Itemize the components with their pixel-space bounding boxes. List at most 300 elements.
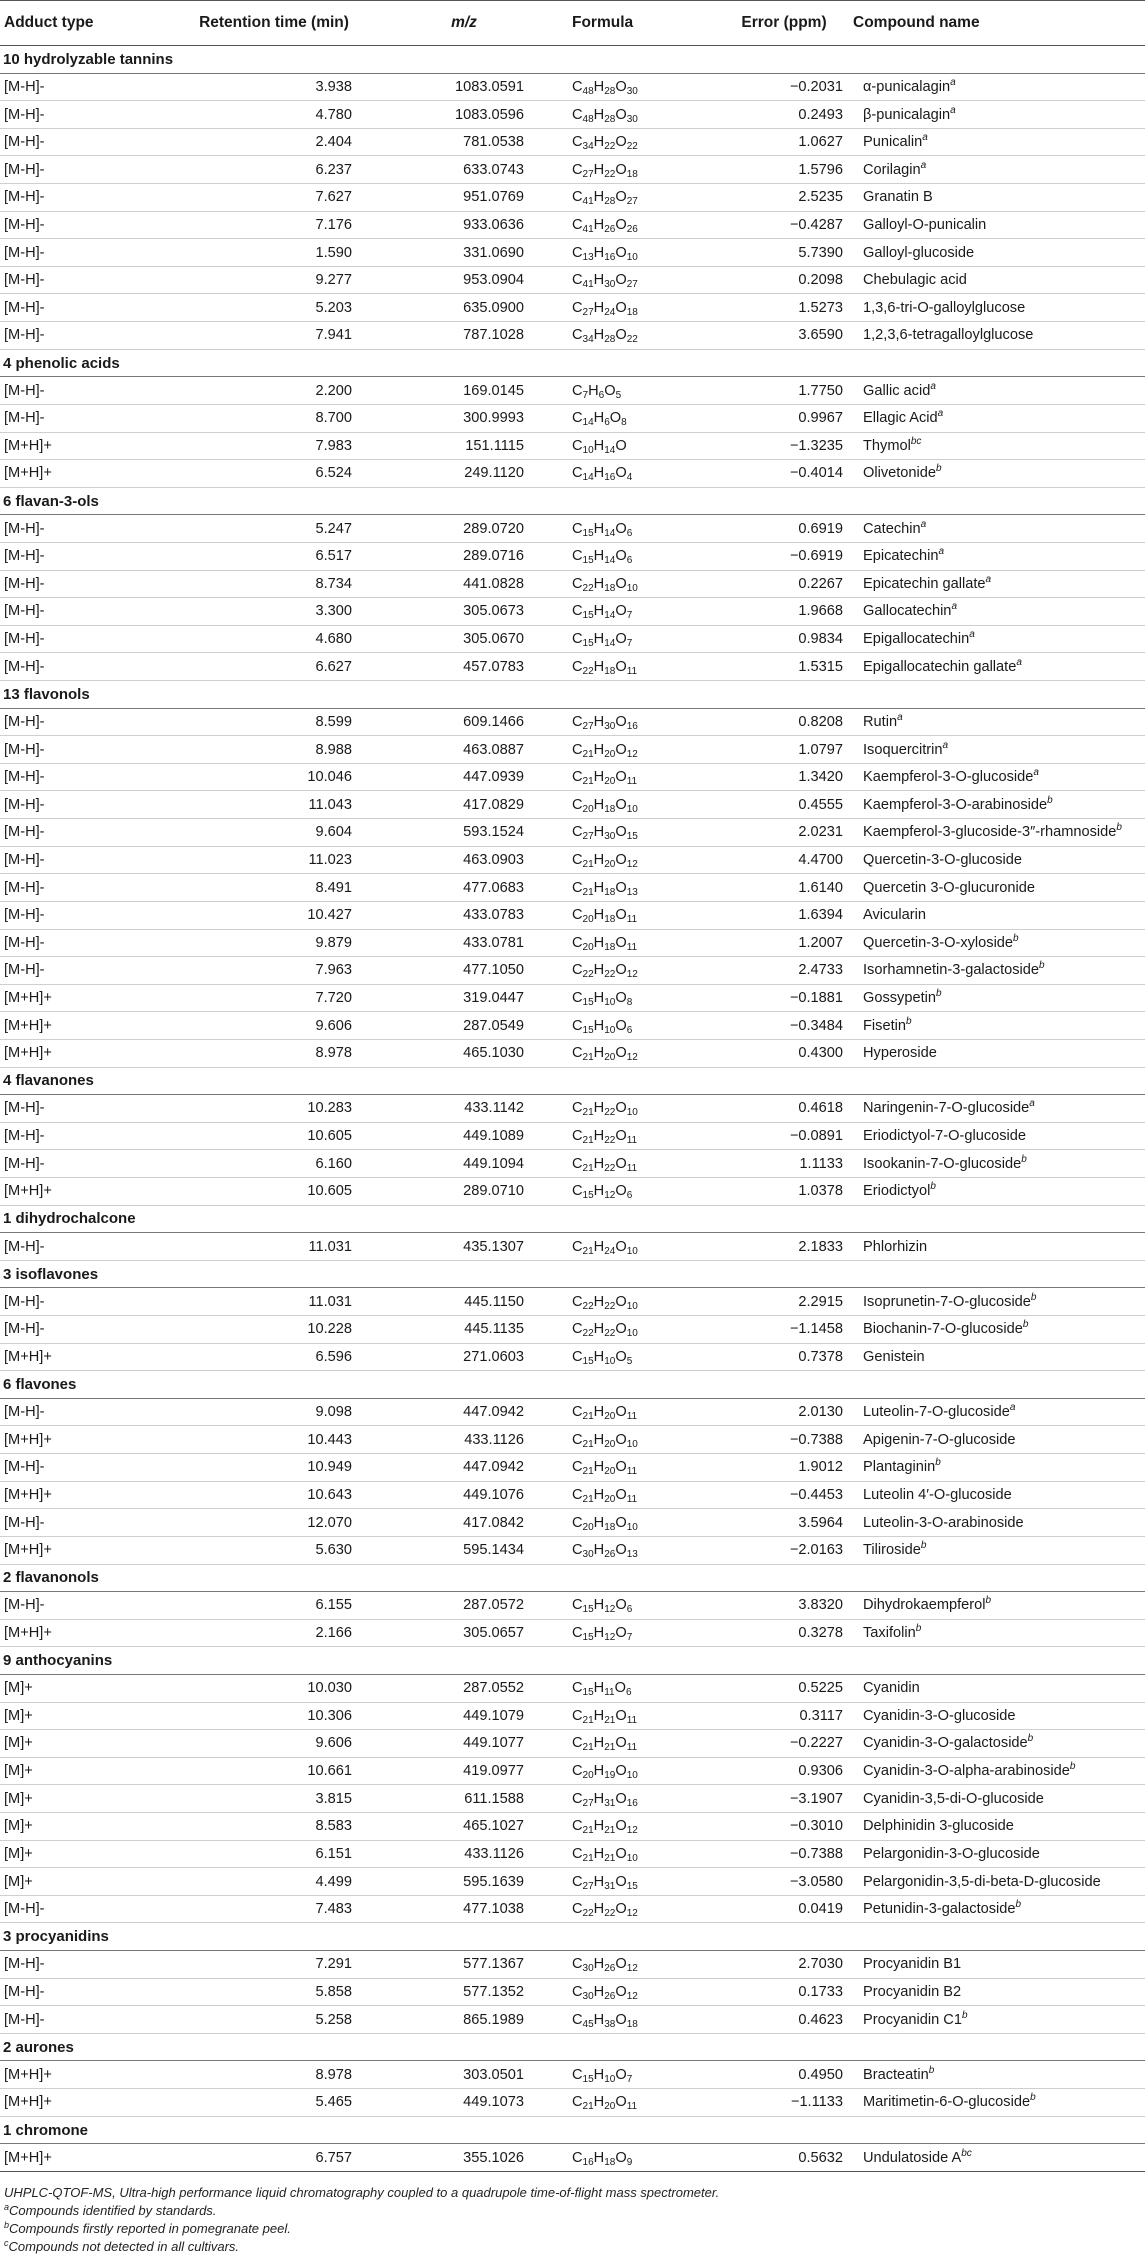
error-cell: 0.9967 xyxy=(719,404,849,432)
retention-time-cell: 10.306 xyxy=(174,1702,374,1730)
compound-name-cell xyxy=(849,1509,1145,1537)
error-cell: 0.5632 xyxy=(719,2144,849,2172)
mz-cell: 249.1120 xyxy=(374,460,554,488)
retention-time-cell: 3.300 xyxy=(174,598,374,626)
compound-name-cell xyxy=(849,1233,1145,1261)
table-row xyxy=(0,1813,1145,1841)
group-header-row xyxy=(0,349,1145,377)
mz-cell: 449.1076 xyxy=(374,1481,554,1509)
error-cell: −0.4453 xyxy=(719,1481,849,1509)
footnote-mark: a xyxy=(950,104,956,116)
formula-cell: $C_{14}H_6O_8$ xyxy=(554,404,719,432)
footnote-mark: a xyxy=(930,380,936,392)
adduct-cell: [M-H]- xyxy=(0,322,174,350)
adduct-cell: [M]+ xyxy=(0,1757,174,1785)
formula-cell: $C_{22}H_{22}O_{12}$ xyxy=(554,1895,719,1923)
table-row xyxy=(0,432,1145,460)
adduct-cell: [M-H]- xyxy=(0,570,174,598)
adduct-cell: [M+H]+ xyxy=(0,460,174,488)
footnote-mark: a xyxy=(969,629,975,641)
formula-cell: $C_{15}H_{11}O_6$ xyxy=(554,1674,719,1702)
table-row xyxy=(0,1233,1145,1261)
adduct-cell: [M-H]- xyxy=(0,542,174,570)
error-cell: 1.1133 xyxy=(719,1150,849,1178)
error-cell: 2.1833 xyxy=(719,1233,849,1261)
compound-name-text: Maritimetin-6-O-glucoside xyxy=(863,2094,1031,2111)
compound-name-cell xyxy=(849,1012,1145,1040)
formula-cell: $C_{21}H_{21}O_{10}$ xyxy=(554,1840,719,1868)
retention-time-cell: 5.858 xyxy=(174,1978,374,2006)
compound-name-text: Eriodictyol-7-O-glucoside xyxy=(863,1128,1027,1145)
compound-name-cell xyxy=(849,101,1145,129)
formula-cell: $C_{15}H_{10}O_6$ xyxy=(554,1012,719,1040)
compound-name-text: Cyanidin-3-O-alpha-arabinoside xyxy=(863,1763,1070,1780)
mz-cell: 441.0828 xyxy=(374,570,554,598)
footnote-mark: b xyxy=(1030,2092,1036,2104)
error-cell: 1.3420 xyxy=(719,763,849,791)
compound-name-cell xyxy=(849,2061,1145,2089)
adduct-cell: [M-H]- xyxy=(0,1951,174,1979)
formula-cell: $C_{27}H_{30}O_{16}$ xyxy=(554,708,719,736)
retention-time-cell: 2.404 xyxy=(174,128,374,156)
retention-time-cell: 6.237 xyxy=(174,156,374,184)
compound-name-text: Hyperoside xyxy=(863,1045,937,1062)
table-row xyxy=(0,515,1145,543)
error-cell: −2.0163 xyxy=(719,1536,849,1564)
compound-name-cell xyxy=(849,1868,1145,1896)
compound-name-text: Epicatechin xyxy=(863,548,939,565)
compound-name-cell xyxy=(849,984,1145,1012)
compound-name-cell xyxy=(849,791,1145,819)
mz-cell: 435.1307 xyxy=(374,1233,554,1261)
error-cell: 0.4623 xyxy=(719,2006,849,2034)
mz-cell: 595.1434 xyxy=(374,1536,554,1564)
adduct-cell: [M-H]- xyxy=(0,929,174,957)
formula-cell: $C_{34}H_{28}O_{22}$ xyxy=(554,322,719,350)
mz-cell: 465.1030 xyxy=(374,1039,554,1067)
formula-cell: $C_7H_6O_5$ xyxy=(554,377,719,405)
retention-time-cell: 5.247 xyxy=(174,515,374,543)
compound-name-cell xyxy=(849,1757,1145,1785)
formula-cell: $C_{21}H_{22}O_{10}$ xyxy=(554,1095,719,1123)
retention-time-cell: 10.283 xyxy=(174,1095,374,1123)
retention-time-cell: 9.604 xyxy=(174,819,374,847)
error-cell: 0.9306 xyxy=(719,1757,849,1785)
compound-name-cell xyxy=(849,570,1145,598)
adduct-cell: [M-H]- xyxy=(0,598,174,626)
retention-time-cell: 7.720 xyxy=(174,984,374,1012)
adduct-cell: [M]+ xyxy=(0,1730,174,1758)
retention-time-cell: 9.098 xyxy=(174,1398,374,1426)
error-cell: 0.5225 xyxy=(719,1674,849,1702)
mz-cell: 287.0552 xyxy=(374,1674,554,1702)
table-row xyxy=(0,1757,1145,1785)
table-row xyxy=(0,2061,1145,2089)
table-footnotes xyxy=(0,2172,1145,2256)
adduct-cell: [M+H]+ xyxy=(0,2089,174,2117)
error-cell: 0.3117 xyxy=(719,1702,849,1730)
compound-name-text: Phlorhizin xyxy=(863,1238,928,1255)
retention-time-cell: 10.046 xyxy=(174,763,374,791)
footnote-mark: b xyxy=(1015,1899,1022,1911)
table-row xyxy=(0,128,1145,156)
mz-cell: 287.0572 xyxy=(374,1592,554,1620)
group-title: 4 phenolic acids xyxy=(0,349,1145,377)
retention-time-cell: 6.596 xyxy=(174,1343,374,1371)
mz-cell: 319.0447 xyxy=(374,984,554,1012)
mz-cell: 781.0538 xyxy=(374,128,554,156)
retention-time-cell: 10.030 xyxy=(174,1674,374,1702)
mz-cell: 477.1050 xyxy=(374,957,554,985)
retention-time-cell: 3.938 xyxy=(174,73,374,101)
table-row xyxy=(0,1398,1145,1426)
error-cell: −1.1458 xyxy=(719,1316,849,1344)
table-body xyxy=(0,46,1145,2172)
group-title: 2 aurones xyxy=(0,2033,1145,2061)
mz-cell: 577.1367 xyxy=(374,1951,554,1979)
formula-cell: $C_{27}H_{30}O_{15}$ xyxy=(554,819,719,847)
formula-cell: $C_{27}H_{31}O_{15}$ xyxy=(554,1868,719,1896)
group-title: 1 dihydrochalcone xyxy=(0,1205,1145,1233)
retention-time-cell: 6.517 xyxy=(174,542,374,570)
footnote-mark: a xyxy=(1009,1402,1016,1414)
retention-time-cell: 11.031 xyxy=(174,1233,374,1261)
footnote-mark: a xyxy=(1029,1098,1035,1110)
retention-time-cell: 12.070 xyxy=(174,1509,374,1537)
mz-cell: 305.0673 xyxy=(374,598,554,626)
footnote-mark: a xyxy=(937,408,944,420)
retention-time-cell: 2.200 xyxy=(174,377,374,405)
error-cell: 1.6140 xyxy=(719,874,849,902)
table-row xyxy=(0,1895,1145,1923)
footnote-mark: a xyxy=(1033,767,1039,779)
header-error: Error (ppm) xyxy=(719,1,849,46)
compound-name-text: Avicularin xyxy=(863,907,926,924)
adduct-cell: [M-H]- xyxy=(0,1233,174,1261)
group-header-row xyxy=(0,1067,1145,1095)
adduct-cell: [M-H]- xyxy=(0,708,174,736)
compound-name-text: Corilagin xyxy=(863,161,921,178)
mz-cell: 303.0501 xyxy=(374,2061,554,2089)
mz-cell: 635.0900 xyxy=(374,294,554,322)
formula-cell: $C_{22}H_{22}O_{10}$ xyxy=(554,1288,719,1316)
mz-cell: 1083.0591 xyxy=(374,73,554,101)
adduct-cell: [M]+ xyxy=(0,1674,174,1702)
compound-name-text: Rutin xyxy=(863,713,898,730)
error-cell: −0.6919 xyxy=(719,542,849,570)
footnote-mark: b xyxy=(1030,1291,1037,1303)
mz-cell: 933.0636 xyxy=(374,211,554,239)
compound-name-cell xyxy=(849,1454,1145,1482)
adduct-cell: [M+H]+ xyxy=(0,2061,174,2089)
retention-time-cell: 11.031 xyxy=(174,1288,374,1316)
compound-name-cell xyxy=(849,239,1145,267)
retention-time-cell: 9.277 xyxy=(174,266,374,294)
mz-cell: 477.0683 xyxy=(374,874,554,902)
formula-cell: $C_{41}H_{26}O_{26}$ xyxy=(554,211,719,239)
compound-name-text: Quercetin-3-O-xyloside xyxy=(863,934,1014,951)
compound-name-text: Epigallocatechin gallate xyxy=(863,658,1017,675)
compound-name-cell xyxy=(849,1481,1145,1509)
formula-cell: $C_{15}H_{12}O_6$ xyxy=(554,1592,719,1620)
compound-name-cell xyxy=(849,957,1145,985)
formula-cell: $C_{15}H_{12}O_7$ xyxy=(554,1619,719,1647)
table-row xyxy=(0,1122,1145,1150)
mz-cell: 151.1115 xyxy=(374,432,554,460)
group-title: 1 chromone xyxy=(0,2116,1145,2144)
group-title: 6 flavan-3-ols xyxy=(0,487,1145,515)
retention-time-cell: 6.160 xyxy=(174,1150,374,1178)
compound-name-cell xyxy=(849,294,1145,322)
formula-cell: $C_{30}H_{26}O_{13}$ xyxy=(554,1536,719,1564)
table-row xyxy=(0,1150,1145,1178)
table-row xyxy=(0,1951,1145,1979)
table-header xyxy=(0,1,1145,46)
retention-time-cell: 6.151 xyxy=(174,1840,374,1868)
error-cell: 1.5273 xyxy=(719,294,849,322)
footnote-mark: b xyxy=(1013,932,1019,944)
retention-time-cell: 8.491 xyxy=(174,874,374,902)
footnote-mark: b xyxy=(905,1015,912,1027)
footnote-mark: b xyxy=(935,1457,941,1469)
error-cell: 0.1733 xyxy=(719,1978,849,2006)
retention-time-cell: 5.630 xyxy=(174,1536,374,1564)
compound-name-cell xyxy=(849,542,1145,570)
formula-cell: $C_{22}H_{18}O_{10}$ xyxy=(554,570,719,598)
retention-time-cell: 6.627 xyxy=(174,653,374,681)
adduct-cell: [M]+ xyxy=(0,1868,174,1896)
compound-name-cell xyxy=(849,1702,1145,1730)
adduct-cell: [M-H]- xyxy=(0,653,174,681)
error-cell: −3.1907 xyxy=(719,1785,849,1813)
table-row xyxy=(0,2144,1145,2172)
compound-name-text: Luteolin 4′-O-glucoside xyxy=(863,1486,1012,1503)
footnote-mark: b xyxy=(915,1623,922,1635)
formula-cell: $C_{45}H_{38}O_{18}$ xyxy=(554,2006,719,2034)
formula-cell: $C_{21}H_{20}O_{11}$ xyxy=(554,1481,719,1509)
mz-cell: 287.0549 xyxy=(374,1012,554,1040)
error-cell: 0.2098 xyxy=(719,266,849,294)
table-row xyxy=(0,570,1145,598)
table-row xyxy=(0,2089,1145,2117)
compound-name-text: Apigenin-7-O-glucoside xyxy=(863,1431,1016,1448)
compound-name-text: 1,2,3,6-tetragalloylglucose xyxy=(863,327,1034,344)
mz-cell: 417.0842 xyxy=(374,1509,554,1537)
compound-name-cell xyxy=(849,1398,1145,1426)
footnote-mark: a xyxy=(922,132,928,144)
adduct-cell: [M-H]- xyxy=(0,156,174,184)
compound-name-text: Granatin B xyxy=(863,189,933,206)
header-formula: Formula xyxy=(554,1,719,46)
compound-name-cell xyxy=(849,266,1145,294)
formula-cell: $C_{15}H_{14}O_6$ xyxy=(554,542,719,570)
formula-cell: $C_{21}H_{20}O_{12}$ xyxy=(554,1039,719,1067)
error-cell: 2.4733 xyxy=(719,957,849,985)
mz-cell: 449.1089 xyxy=(374,1122,554,1150)
compound-name-text: Cyanidin-3-O-glucoside xyxy=(863,1707,1016,1724)
compound-name-text: Gossypetin xyxy=(863,990,937,1007)
compound-name-text: Plantaginin xyxy=(863,1459,936,1476)
compound-name-text: Catechin xyxy=(863,520,921,537)
header-mz: m/z xyxy=(374,1,554,46)
table-row xyxy=(0,211,1145,239)
group-title: 2 flavanonols xyxy=(0,1564,1145,1592)
compound-name-text: Luteolin-7-O-glucoside xyxy=(863,1404,1010,1421)
formula-cell: $C_{15}H_{10}O_8$ xyxy=(554,984,719,1012)
table-row xyxy=(0,736,1145,764)
compound-name-text: Procyanidin C1 xyxy=(863,2011,962,2028)
adduct-cell: [M-H]- xyxy=(0,1095,174,1123)
adduct-cell: [M-H]- xyxy=(0,239,174,267)
formula-cell: $C_{21}H_{20}O_{12}$ xyxy=(554,846,719,874)
mz-cell: 305.0670 xyxy=(374,625,554,653)
compound-name-cell xyxy=(849,736,1145,764)
compound-name-text: Chebulagic acid xyxy=(863,272,967,289)
table-row xyxy=(0,984,1145,1012)
table-row xyxy=(0,1730,1145,1758)
formula-cell: $C_{15}H_{12}O_6$ xyxy=(554,1177,719,1205)
compound-name-cell xyxy=(849,515,1145,543)
formula-cell: $C_{48}H_{28}O_{30}$ xyxy=(554,101,719,129)
compound-name-cell xyxy=(849,128,1145,156)
error-cell: 3.8320 xyxy=(719,1592,849,1620)
error-cell: 0.3278 xyxy=(719,1619,849,1647)
formula-cell: $C_{15}H_{10}O_7$ xyxy=(554,2061,719,2089)
compound-name-text: α-punicalagin xyxy=(863,78,951,95)
error-cell: −0.4287 xyxy=(719,211,849,239)
group-header-row xyxy=(0,46,1145,74)
table-row xyxy=(0,1012,1145,1040)
formula-cell: $C_{21}H_{22}O_{11}$ xyxy=(554,1122,719,1150)
compound-name-text: Dihydrokaempferol xyxy=(863,1597,986,1614)
error-cell: 0.7378 xyxy=(719,1343,849,1371)
adduct-cell: [M-H]- xyxy=(0,901,174,929)
compound-name-cell xyxy=(849,1095,1145,1123)
error-cell: 0.0419 xyxy=(719,1895,849,1923)
mz-cell: 433.1126 xyxy=(374,1426,554,1454)
table-row xyxy=(0,929,1145,957)
compound-name-text: Olivetonide xyxy=(863,465,937,482)
table-row xyxy=(0,1316,1145,1344)
footnote-mark: b xyxy=(1022,1319,1029,1331)
header-row xyxy=(0,1,1145,46)
error-cell: 0.4555 xyxy=(719,791,849,819)
error-cell: 0.4618 xyxy=(719,1095,849,1123)
formula-cell: $C_{30}H_{26}O_{12}$ xyxy=(554,1978,719,2006)
table-row xyxy=(0,708,1145,736)
error-cell: 0.4950 xyxy=(719,2061,849,2089)
mz-cell: 289.0716 xyxy=(374,542,554,570)
adduct-cell: [M-H]- xyxy=(0,101,174,129)
adduct-cell: [M-H]- xyxy=(0,128,174,156)
mz-cell: 449.1079 xyxy=(374,1702,554,1730)
adduct-cell: [M]+ xyxy=(0,1813,174,1841)
formula-cell: $C_{21}H_{20}O_{12}$ xyxy=(554,736,719,764)
group-header-row xyxy=(0,1564,1145,1592)
mz-cell: 419.0977 xyxy=(374,1757,554,1785)
compound-name-cell xyxy=(849,625,1145,653)
adduct-cell: [M-H]- xyxy=(0,211,174,239)
adduct-cell: [M-H]- xyxy=(0,846,174,874)
compound-name-text: Cyanidin-3,5-di-O-glucoside xyxy=(863,1790,1044,1807)
error-cell: 5.7390 xyxy=(719,239,849,267)
footnote-a: $^a$Compounds identified by standards. xyxy=(4,2201,217,2218)
footnote-mark: a xyxy=(942,739,949,751)
mz-cell: 953.0904 xyxy=(374,266,554,294)
adduct-cell: [M-H]- xyxy=(0,957,174,985)
compound-name-text: Undulatoside A xyxy=(863,2149,962,2166)
table-row xyxy=(0,377,1145,405)
mz-cell: 449.1073 xyxy=(374,2089,554,2117)
footnote-mark: a xyxy=(1016,656,1022,668)
retention-time-cell: 7.627 xyxy=(174,184,374,212)
table-row xyxy=(0,874,1145,902)
compound-name-cell xyxy=(849,846,1145,874)
table-row xyxy=(0,1426,1145,1454)
compound-name-cell xyxy=(849,377,1145,405)
formula-cell: $C_{15}H_{14}O_7$ xyxy=(554,625,719,653)
formula-cell: $C_{20}H_{18}O_{10}$ xyxy=(554,791,719,819)
adduct-cell: [M-H]- xyxy=(0,819,174,847)
error-cell: 4.4700 xyxy=(719,846,849,874)
formula-cell: $C_{22}H_{22}O_{10}$ xyxy=(554,1316,719,1344)
retention-time-cell: 9.606 xyxy=(174,1012,374,1040)
table-row xyxy=(0,1454,1145,1482)
compound-name-text: Taxifolin xyxy=(863,1625,916,1642)
mz-cell: 433.1126 xyxy=(374,1840,554,1868)
retention-time-cell: 5.465 xyxy=(174,2089,374,2117)
footnote-mark: a xyxy=(950,76,956,88)
group-title: 9 anthocyanins xyxy=(0,1647,1145,1675)
formula-cell: $C_{21}H_{20}O_{11}$ xyxy=(554,763,719,791)
compound-name-text: Fisetin xyxy=(863,1017,906,1034)
error-cell: −0.4014 xyxy=(719,460,849,488)
table-row xyxy=(0,542,1145,570)
footnote-c: $^c$Compounds not detected in all cultivars. xyxy=(4,2237,240,2254)
mz-cell: 449.1094 xyxy=(374,1150,554,1178)
compound-name-cell xyxy=(849,2144,1145,2172)
retention-time-cell: 5.203 xyxy=(174,294,374,322)
mz-cell: 445.1135 xyxy=(374,1316,554,1344)
formula-cell: $C_{21}H_{21}O_{11}$ xyxy=(554,1702,719,1730)
table-row xyxy=(0,819,1145,847)
retention-time-cell: 11.023 xyxy=(174,846,374,874)
adduct-cell: [M-H]- xyxy=(0,73,174,101)
mz-cell: 447.0939 xyxy=(374,763,554,791)
mz-cell: 865.1989 xyxy=(374,2006,554,2034)
group-header-row xyxy=(0,1923,1145,1951)
formula-cell: $C_{15}H_{14}O_6$ xyxy=(554,515,719,543)
footnote-mark: b xyxy=(920,1540,927,1552)
retention-time-cell: 6.155 xyxy=(174,1592,374,1620)
retention-time-cell: 9.606 xyxy=(174,1730,374,1758)
adduct-cell: [M+H]+ xyxy=(0,1619,174,1647)
table-row xyxy=(0,404,1145,432)
compound-name-text: Pelargonidin-3,5-di-beta-D-glucoside xyxy=(863,1873,1101,1890)
table-row xyxy=(0,1840,1145,1868)
formula-cell: $C_{21}H_{21}O_{11}$ xyxy=(554,1730,719,1758)
compound-name-text: Procyanidin B1 xyxy=(863,1956,962,1973)
retention-time-cell: 8.978 xyxy=(174,2061,374,2089)
compound-name-text: Petunidin-3-galactoside xyxy=(863,1901,1016,1918)
retention-time-cell: 7.941 xyxy=(174,322,374,350)
table-row xyxy=(0,625,1145,653)
compound-name-cell xyxy=(849,156,1145,184)
retention-time-cell: 4.680 xyxy=(174,625,374,653)
compound-name-cell xyxy=(849,708,1145,736)
table-row xyxy=(0,1288,1145,1316)
retention-time-cell: 7.483 xyxy=(174,1895,374,1923)
